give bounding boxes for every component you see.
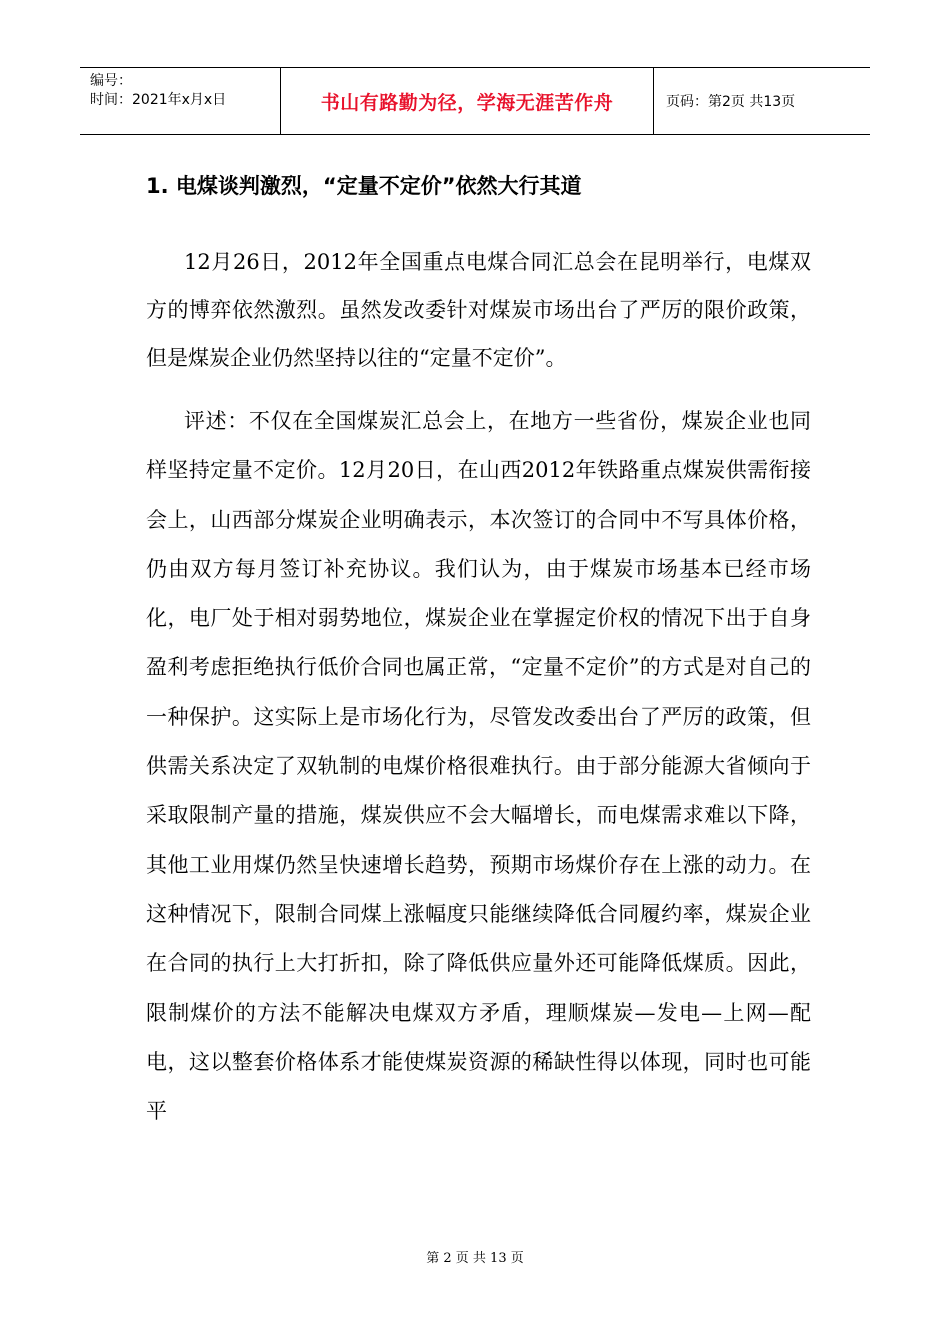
- body-paragraph-1-container: [146, 238, 811, 382]
- body-paragraph-2-container: [146, 397, 811, 1136]
- header-meta: [80, 68, 281, 134]
- page-footer: 第 2 页 共 13 页: [426, 1251, 524, 1266]
- header-page-info: 页码：第2页 共13页: [666, 94, 796, 110]
- document-date: 时间：2021年x月x日: [90, 92, 227, 108]
- body-paragraph: 评述：不仅在全国煤炭汇总会上，在地方一些省份，煤炭企业也同样坚持定量不定价。12月20日，在山西2012年铁路重点煤炭供需衔接会上，山西部分煤炭企业明确表示，本次签订的合同中不写具体价格，仍由双方每月签订补充协议。我们认为，由于煤炭市场基本已经市场化，电厂处于相对弱势地位，煤炭企业在掌握定价权的情况下出于自身盈利考虑拒绝执行低价合同也属正常，“定量不定价”的方式是对自己的一种保护。这实际上是市场化行为，尽管发改委出台了严厉的政策，但供需关系决定了双轨制的电煤价格很难执行。由于部分能源大省倾向于采取限制产量的措施，煤炭供应不会大幅增长，而电煤需求难以下降，其他工业用煤仍然呈快速增长趋势，预期市场煤价存在上涨的动力。在这种情况下，限制合同煤上涨幅度只能继续降低合同履约率，煤炭企业在合同的执行上大打折扣，除了降低供应量外还可能降低煤质。因此，限制煤价的方法不能解决电煤双方矛盾，理顺煤炭—发电—上网—配电，这以整套价格体系才能使煤炭资源的稀缺性得以体现，同时也可能平: [146, 409, 811, 1124]
- header-motto: 书山有路勤为径，学海无涯苦作舟: [320, 91, 614, 114]
- body-paragraph: 12月26日，2012年全国重点电煤合同汇总会在昆明举行，电煤双方的博弈依然激烈。虽然发改委针对煤炭市场出台了严厉的限价政策，但是煤炭企业仍然坚持以往的“定量不定价”。: [146, 250, 811, 370]
- section-heading: 1. 电煤谈判激烈，“定量不定价”依然大行其道: [146, 174, 582, 198]
- header-page-cell: [654, 68, 870, 134]
- header-motto-cell: [281, 68, 654, 134]
- page-header: [80, 67, 870, 135]
- document-number-label: 编号：: [90, 73, 132, 89]
